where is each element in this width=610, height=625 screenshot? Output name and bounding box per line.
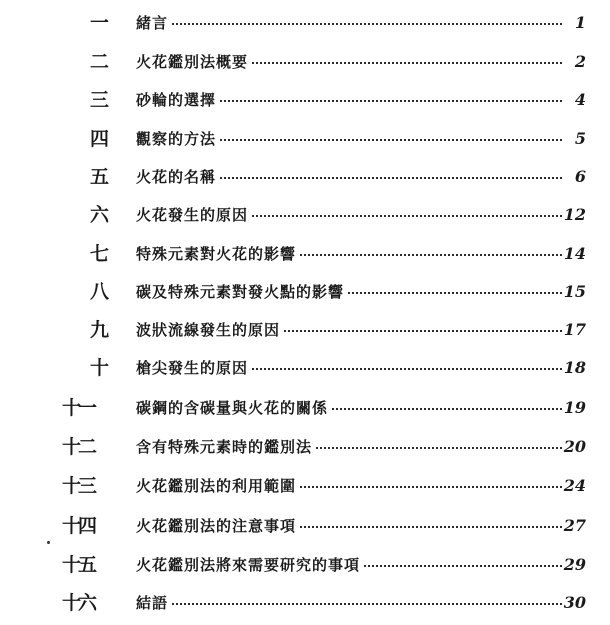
chapter-number: 四 (89, 128, 110, 150)
page-number: 2 (574, 52, 586, 71)
dot-leader (364, 565, 562, 567)
chapter-title: 火花鑑別法的注意事項 (136, 517, 297, 535)
chapter-number: 七 (89, 243, 110, 265)
chapter-title: 緒言 (136, 14, 169, 32)
dot-leader (348, 292, 562, 294)
page-number: 20 (563, 437, 586, 456)
dot-leader (300, 526, 562, 528)
toc-row (0, 47, 610, 77)
chapter-title: 火花發生的原因 (136, 206, 249, 224)
chapter-number: 十一 (62, 397, 95, 419)
chapter-number: 二 (89, 51, 110, 73)
toc-row (0, 277, 610, 307)
chapter-number: 十 (89, 357, 110, 379)
page-number: 12 (563, 205, 586, 224)
toc-row (0, 588, 610, 618)
chapter-title: 碳及特殊元素對發火點的影響 (136, 283, 345, 301)
toc-row (0, 162, 610, 192)
page-number: 27 (563, 516, 586, 535)
page-number: 30 (563, 593, 586, 612)
chapter-number: 十五 (62, 554, 95, 576)
chapter-number: 五 (89, 166, 110, 188)
chapter-number: 十四 (62, 515, 95, 537)
toc-row (0, 315, 610, 345)
page-number: 1 (574, 13, 586, 32)
page-number: 4 (574, 90, 586, 109)
chapter-title: 波狀流線發生的原因 (136, 321, 281, 339)
dot-leader (220, 100, 562, 102)
chapter-number: 六 (89, 204, 110, 226)
toc-row (0, 511, 610, 541)
page-number: 15 (563, 282, 586, 301)
dot-leader (220, 139, 562, 141)
toc-row (0, 432, 610, 462)
ink-speck (47, 541, 50, 544)
dot-leader (252, 62, 562, 64)
dot-leader (316, 447, 562, 449)
chapter-number: 十三 (62, 475, 95, 497)
toc-row (0, 239, 610, 269)
dot-leader (252, 215, 562, 217)
chapter-title: 結語 (136, 594, 169, 612)
chapter-number: 一 (89, 12, 110, 34)
page-number: 5 (574, 129, 586, 148)
chapter-number: 十二 (62, 436, 95, 458)
dot-leader (252, 368, 562, 370)
chapter-number: 八 (89, 281, 110, 303)
toc-row (0, 353, 610, 383)
toc-row (0, 393, 610, 423)
page-number: 18 (563, 358, 586, 377)
dot-leader (300, 486, 562, 488)
toc-row (0, 550, 610, 580)
chapter-number: 十六 (62, 592, 95, 614)
chapter-title: 火花鑑別法的利用範圍 (136, 477, 297, 495)
chapter-title: 特殊元素對火花的影響 (136, 245, 297, 263)
chapter-title: 碳鋼的含碳量與火花的關係 (136, 399, 329, 417)
chapter-title: 砂輪的選擇 (136, 91, 217, 109)
dot-leader (332, 408, 562, 410)
page-number: 14 (563, 244, 586, 263)
dot-leader (284, 330, 562, 332)
toc-row (0, 200, 610, 230)
page-number: 24 (563, 476, 586, 495)
dot-leader (220, 177, 562, 179)
chapter-number: 九 (89, 319, 110, 341)
toc-row (0, 8, 610, 38)
chapter-number: 三 (89, 89, 110, 111)
toc-row (0, 85, 610, 115)
toc-row (0, 124, 610, 154)
page-number: 6 (574, 167, 586, 186)
dot-leader (172, 603, 562, 605)
chapter-title: 火花鑑別法概要 (136, 53, 249, 71)
chapter-title: 火花的名稱 (136, 168, 217, 186)
chapter-title: 火花鑑別法將來需要研究的事項 (136, 556, 361, 574)
page-number: 19 (563, 398, 586, 417)
chapter-title: 含有特殊元素時的鑑別法 (136, 438, 313, 456)
dot-leader (172, 23, 562, 25)
toc-row (0, 471, 610, 501)
dot-leader (300, 254, 562, 256)
page-number: 29 (563, 555, 586, 574)
page-number: 17 (563, 320, 586, 339)
chapter-title: 觀察的方法 (136, 130, 217, 148)
chapter-title: 槍尖發生的原因 (136, 359, 249, 377)
